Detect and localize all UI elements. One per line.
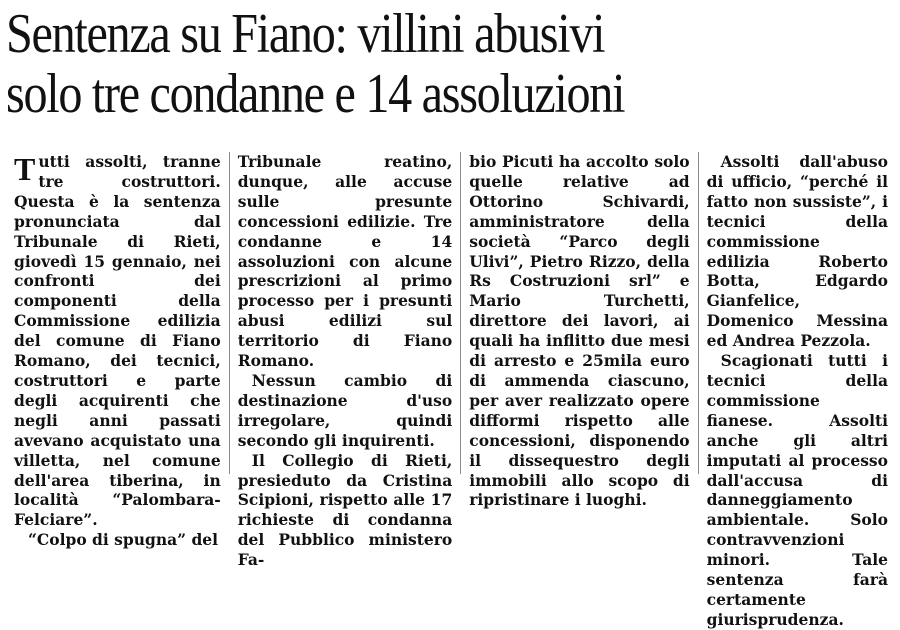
- paragraph: Scagionati tutti i tecnici della commissione fianese. Assolti anche gli altri imputati al processo dall'accusa di danneggiamento ambientale. Solo contravvenzioni minori. Tale sentenza farà certamente giurisprudenza.: [706, 351, 888, 629]
- paragraph: [14, 152, 221, 530]
- article-column-1: [6, 151, 229, 550]
- paragraph: “Colpo di spugna” del: [28, 530, 219, 550]
- article-column-3: [460, 152, 697, 510]
- article-column-4: [698, 152, 896, 629]
- paragraph: Assolti dall'abuso di ufficio, “perché il fatto non sussiste”, i tecnici della commissione edilizia Roberto Botta, Edgardo Gianfelice, Domenico Messina ed Andrea Pezzola.: [706, 152, 888, 351]
- paragraph: Tribunale reatino, dunque, alle accuse sulle presunte concessioni edilizie. Tre condanne e 14 assoluzioni con alcune prescrizioni al primo processo per i presunti abusi edilizi sul territorio di Fiano Romano.: [237, 152, 453, 371]
- paragraph-text: utti assolti, tranne tre costruttori. Questa è la sentenza pronunciata dal Tribunale di Rieti, giovedì 15 gennaio, nei confronti dei componenti della Commissione edilizia del comune di Fiano Romano, dei tecnici, costruttori e parte degli acquirenti che negli anni passati avevano acquistato una villetta, nel comune dell'area tiberina, in località “Palombara-Felciare”.: [14, 152, 221, 530]
- headline: [6, 4, 771, 124]
- article-body: [6, 151, 896, 629]
- headline-line-1: Sentenza su Fiano: villini abusivi: [6, 3, 605, 65]
- drop-cap: T: [14, 151, 36, 187]
- article-column-2: [229, 152, 461, 570]
- paragraph: Il Collegio di Rieti, presieduto da Cristina Scipioni, rispetto alle 17 richieste di condanna del Pubblico ministero Fa-: [237, 450, 453, 570]
- paragraph: Nessun cambio di destinazione d'uso irregolare, quindi secondo gli inquirenti.: [237, 370, 453, 450]
- headline-line-2: solo tre condanne e 14 assoluzioni: [6, 63, 625, 125]
- paragraph: bio Picuti ha accolto solo quelle relative ad Ottorino Schivardi, amministratore della società “Parco degli Ulivi”, Pietro Rizzo, della Rs Costruzioni srl” e Mario Turchetti, direttore dei lavori, ai quali ha inflitto due mesi di arresto e 25mila euro di ammenda ciascuno, per aver realizzato opere difformi rispetto alle concessioni, disponendo il dissequestro degli immobili allo scopo di ripristinare i luoghi.: [469, 152, 690, 510]
